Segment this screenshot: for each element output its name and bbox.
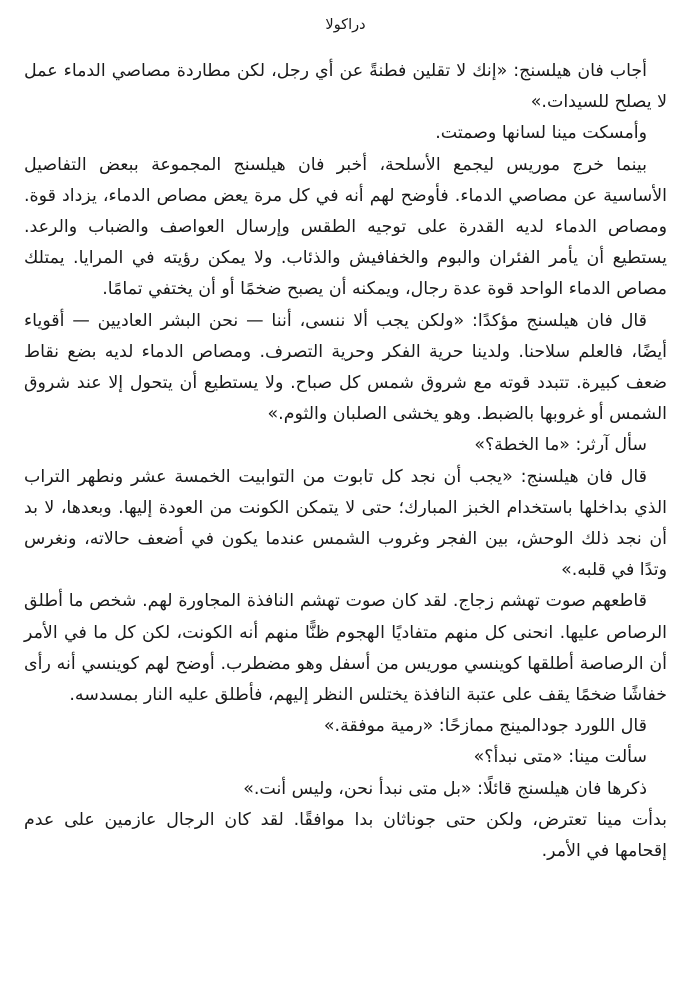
- running-header: دراكولا: [325, 17, 366, 33]
- paragraph: قال اللورد جودالمينج ممازحًا: «رمية موفقة.»: [323, 716, 647, 737]
- paragraph: قال فان هيلسنج مؤكدًا: «ولكن يجب ألا ننسى، أننا — نحن البشر العاديين — أقوياء أيضًا، فالعلم سلاحنا. ولدينا حرية الفكر وحرية التصرف. ومصاص الدماء لديه بضع نقاط ضعف كبيرة. تتبدد قوته مع شروق شمس كل صباح. ولا يستطيع أن يتحول إلا عند شروق الشمس أو غروبها بالضبط. وهو يخشى الصلبان والثوم.»: [24, 310, 667, 425]
- paragraph: سألت مينا: «متى نبدأ؟»: [473, 747, 647, 768]
- paragraph: بدأت مينا تعترض، ولكن حتى جوناثان بدا موافقًا. لقد كان الرجال عازمين على عدم إقحامها في الأمر.: [24, 809, 667, 862]
- paragraph: ذكرها فان هيلسنج قائلًا: «بل متى نبدأ نحن، وليس أنت.»: [243, 778, 647, 799]
- paragraph: أجاب فان هيلسنج: «إنك لا تقلين فطنةً عن أي رجل، لكن مطاردة مصاصي الدماء عمل لا يصلح للسيدات.»: [24, 61, 667, 113]
- paragraph: قال فان هيلسنج: «يجب أن نجد كل تابوت من التوابيت الخمسة عشر ونطهر التراب الذي بداخلها باستخدام الخبز المبارك؛ حتى لا يتمكن الكونت من العودة إليها. وبعدها، لا بد أن نجد ذلك الوحش، بين الفجر وغروب الشمس عندما يكون في أضعف حالاته، ونغرس وتدًا في قلبه.»: [24, 466, 667, 581]
- paragraph: قاطعهم صوت تهشم زجاج. لقد كان صوت تهشم النافذة المجاورة لهم. شخص ما أطلق الرصاص عليها. انحنى كل منهم متفاديًا الهجوم ظنًّا منهم أنه الكونت، لكن كل ما في الأمر أن الرصاصة أطلقها كوينسي موريس من أسفل وهو مضطرب. أوضح لهم كوينسي أنه رأى خفاشًا ضخمًا يقف على عتبة النافذة يختلس النظر إليهم، فأطلق عليه النار بمسدسه.: [24, 591, 667, 706]
- paragraph: وأمسكت مينا لسانها وصمتت.: [435, 123, 647, 144]
- body-text: [24, 56, 667, 867]
- paragraph: بينما خرج موريس ليجمع الأسلحة، أخبر فان هيلسنج المجموعة ببعض التفاصيل الأساسية عن مصاصي الدماء. فأوضح لهم أنه في كل مرة يعض مصاص الدماء، يزداد قوة. ومصاص الدماء لديه القدرة على توجيه الطقس وإرسال العواصف والضباب والرعد. يستطيع أن يأمر الفئران والبوم والخفافيش والذئاب. ولا يمكن رؤيته في المرايا. يمتلك مصاص الدماء الواحد قوة عدة رجال، ويمكنه أن يصبح ضخمًا أو أن يختفي تمامًا.: [24, 154, 667, 300]
- paragraph: سأل آرثر: «ما الخطة؟»: [474, 435, 647, 456]
